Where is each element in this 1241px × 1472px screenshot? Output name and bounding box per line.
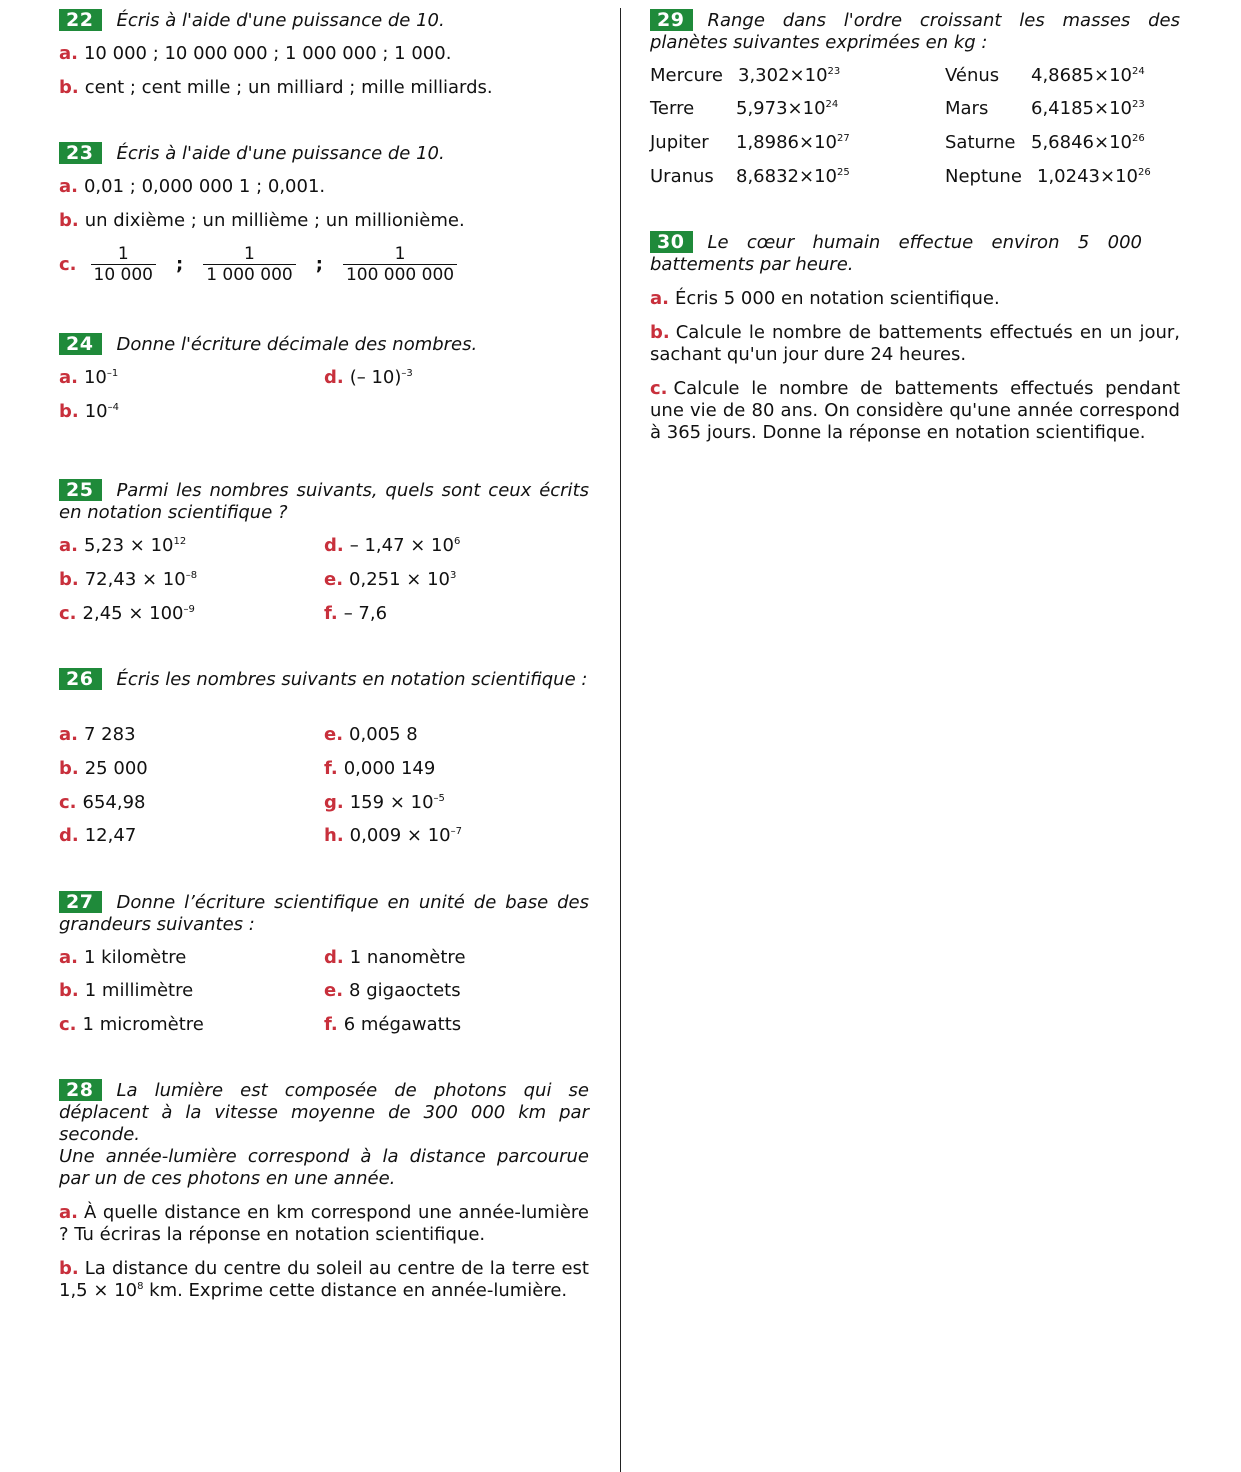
item-c: c. 1 micromètre [59, 1014, 204, 1035]
item-e: e. 0,005 8 [324, 724, 418, 745]
exercise-header [59, 479, 589, 524]
item-b: b. $10^{-4}$ [59, 401, 120, 422]
planet-mass: $1,8986\times 10^{27}$ [736, 132, 850, 153]
exercise-number-badge: 25 [59, 479, 102, 501]
item-b: b. cent ; cent mille ; un milliard ; mille milliards. [59, 77, 493, 98]
item-b: b. 25 000 [59, 758, 148, 779]
exercise-24 [59, 333, 589, 422]
planet-name: Mars [945, 98, 989, 119]
planet-name: Terre [650, 98, 695, 119]
item-b: b. un dixième ; un millième ; un millionième. [59, 210, 465, 231]
item-a: a. À quelle distance en km correspond une année-lumière ? Tu écriras la réponse en notation scientifique. [59, 1202, 589, 1245]
item-a: a. 0,01 ; 0,000 000 1 ; 0,001. [59, 176, 326, 197]
exercise-header [59, 891, 589, 936]
item-d: d. (– 10)$^{-3}$ [324, 367, 413, 388]
exercise-header [650, 231, 1180, 276]
exercise-number-badge: 30 [650, 231, 693, 253]
item-b: b. $72,43 \times 10^{-8}$ [59, 569, 198, 590]
exercise-header [59, 1079, 589, 1146]
exercise-22 [59, 9, 589, 98]
planet-mass: $1,0243\times 10^{26}$ [1037, 166, 1151, 187]
exercise-instruction: Donne l’écriture scientifique en unité de base des grandeurs suivantes : [59, 892, 589, 935]
planet-name: Jupiter [650, 132, 709, 153]
exercise-instruction-2: Une année-lumière correspond à la distance parcourue par un de ces photons en une année. [59, 1146, 589, 1189]
planet-table [650, 65, 1180, 205]
exercise-instruction: La lumière est composée de photons qui se déplacent à la vitesse moyenne de 300 000 km par seconde. [59, 1080, 589, 1145]
fraction: $\frac{1}{10 000}$ [91, 244, 156, 285]
exercise-23 [59, 142, 589, 285]
item-c: c. 654,98 [59, 792, 146, 813]
item-f: f. 0,000 149 [324, 758, 436, 779]
planet-mass: $5,6846\times 10^{26}$ [1031, 132, 1145, 153]
planet-name: Saturne [945, 132, 1016, 153]
item-c: c. $2,45 \times 100^{-9}$ [59, 603, 195, 624]
exercise-number-badge: 27 [59, 891, 102, 913]
planet-mass: $3,302\times 10^{23}$ [738, 65, 841, 86]
planet-mass: $4,8685\times 10^{24}$ [1031, 65, 1145, 86]
exercise-number-badge: 22 [59, 9, 102, 31]
exercise-header [59, 668, 589, 691]
item-b: b. La distance du centre du soleil au centre de la terre est $1,5 \times 10^8$ km. Exprime cette distance en année-lumière. [59, 1258, 589, 1301]
planet-name: Uranus [650, 166, 714, 187]
item-h: h. $0,009 \times 10^{-7}$ [324, 825, 462, 846]
exercise-header [59, 142, 589, 165]
item-a: a. $5,23 \times 10^{12}$ [59, 535, 187, 556]
planet-name: Neptune [945, 166, 1022, 187]
exercise-26 [59, 668, 589, 846]
fraction: $\frac{1}{100 000 000}$ [343, 244, 457, 285]
exercise-instruction: Range dans l'ordre croissant les masses des planètes suivantes exprimées en kg : [650, 10, 1180, 53]
item-a: a. 10 000 ; 10 000 000 ; 1 000 000 ; 1 000. [59, 43, 452, 64]
exercise-number-badge: 26 [59, 668, 102, 690]
item-b: b. 1 millimètre [59, 980, 194, 1001]
item-e: e. $0,251 \times 10^3$ [324, 569, 457, 590]
item-a: a. $10^{-1}$ [59, 367, 119, 388]
planet-name: Mercure [650, 65, 723, 86]
exercise-number-badge: 29 [650, 9, 693, 31]
exercise-27 [59, 891, 589, 1035]
exercise-25 [59, 479, 589, 624]
exercise-instruction: Écris à l'aide d'une puissance de 10. [116, 10, 445, 31]
exercise-header [650, 9, 1180, 54]
planet-name: Vénus [945, 65, 1000, 86]
item-d: d. – $1,47 \times 10^6$ [324, 535, 461, 556]
planet-mass: $5,973\times 10^{24}$ [736, 98, 839, 119]
exercise-instruction: Parmi les nombres suivants, quels sont ceux écrits en notation scientifique ? [59, 480, 589, 523]
exercise-number-badge: 28 [59, 1079, 102, 1101]
exercise-28 [59, 1079, 589, 1302]
item-d: d. 1 nanomètre [324, 947, 466, 968]
planet-mass: $6,4185\times 10^{23}$ [1031, 98, 1145, 119]
item-c-fractions: c. $\frac{1}{10 000}$ ; $\frac{1}{1 000 000}$ ; $\frac{1}{100 000 000}$ [59, 244, 457, 285]
item-a: a. Écris 5 000 en notation scientifique. [650, 288, 1000, 309]
exercise-instruction: Donne l'écriture décimale des nombres. [116, 334, 478, 355]
planet-mass: $8,6832\times 10^{25}$ [736, 166, 850, 187]
item-c: c. Calcule le nombre de battements effectués pendant une vie de 80 ans. On considère qu'une année correspond à 365 jours. Donne la réponse en notation scientifique. [650, 378, 1180, 443]
item-b: b. Calcule le nombre de battements effectués en un jour, sachant qu'un jour dure 24 heures. [650, 322, 1180, 365]
exercise-header [59, 333, 589, 356]
exercise-number-badge: 23 [59, 142, 102, 164]
item-f: f. – 7,6 [324, 603, 388, 624]
exercise-30 [650, 231, 1180, 444]
exercise-number-badge: 24 [59, 333, 102, 355]
exercise-instruction: Le cœur humain effectue environ 5 000 battements par heure. [650, 232, 1142, 275]
item-a: a. 7 283 [59, 724, 136, 745]
exercise-instruction: Écris à l'aide d'une puissance de 10. [116, 143, 445, 164]
exercise-instruction: Écris les nombres suivants en notation scientifique : [116, 669, 588, 690]
column-divider [620, 8, 621, 1472]
exercise-29 [650, 9, 1180, 187]
item-g: g. $159 \times 10^{-5}$ [324, 792, 445, 813]
item-d: d. 12,47 [59, 825, 137, 846]
fraction: $\frac{1}{1 000 000}$ [203, 244, 296, 285]
item-e: e. 8 gigaoctets [324, 980, 461, 1001]
item-f: f. 6 mégawatts [324, 1014, 462, 1035]
exercise-header [59, 9, 589, 32]
item-a: a. 1 kilomètre [59, 947, 187, 968]
